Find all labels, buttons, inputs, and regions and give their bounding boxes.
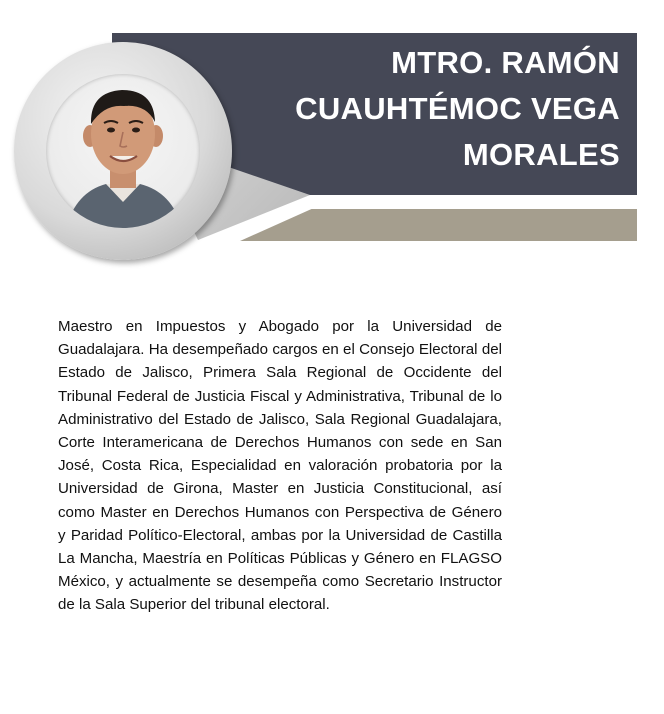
name-line-2: CUAUHTÉMOC VEGA (295, 91, 620, 126)
name-line-1: MTRO. RAMÓN (391, 45, 620, 80)
portrait-photo-icon (46, 74, 200, 228)
name-line-3: MORALES (462, 137, 620, 172)
accent-stripe (240, 209, 637, 241)
person-name-heading (290, 40, 620, 178)
photo-frame (14, 42, 232, 260)
biography-paragraph: Maestro en Impuestos y Abogado por la Universidad de Guadalajara. Ha desempeñado cargos en el Consejo Electoral del Estado de Jalisco, Primera Sala Regional de Occidente del Tribunal Federal de Justicia Fiscal y Administrativa, Tribunal de lo Administrativo del Estado de Jalisco, Sala Regional Guadalajara, Corte Interamericana de Derechos Humanos con sede en San José, Costa Rica, Especialidad en valoración probatoria por la Universidad de Girona, Master en Justicia Constitucional, así como Master en Derechos Humanos con Perspectiva de Género y Paridad Político-Electoral, ambas por la Universidad de Castilla La Mancha, Maestría en Políticas Públicas y Género en FLAGSO México, y actualmente se desempeña como Secretario Instructor de la Sala Superior del tribunal electoral. (58, 318, 502, 614)
portrait-photo (46, 74, 200, 228)
